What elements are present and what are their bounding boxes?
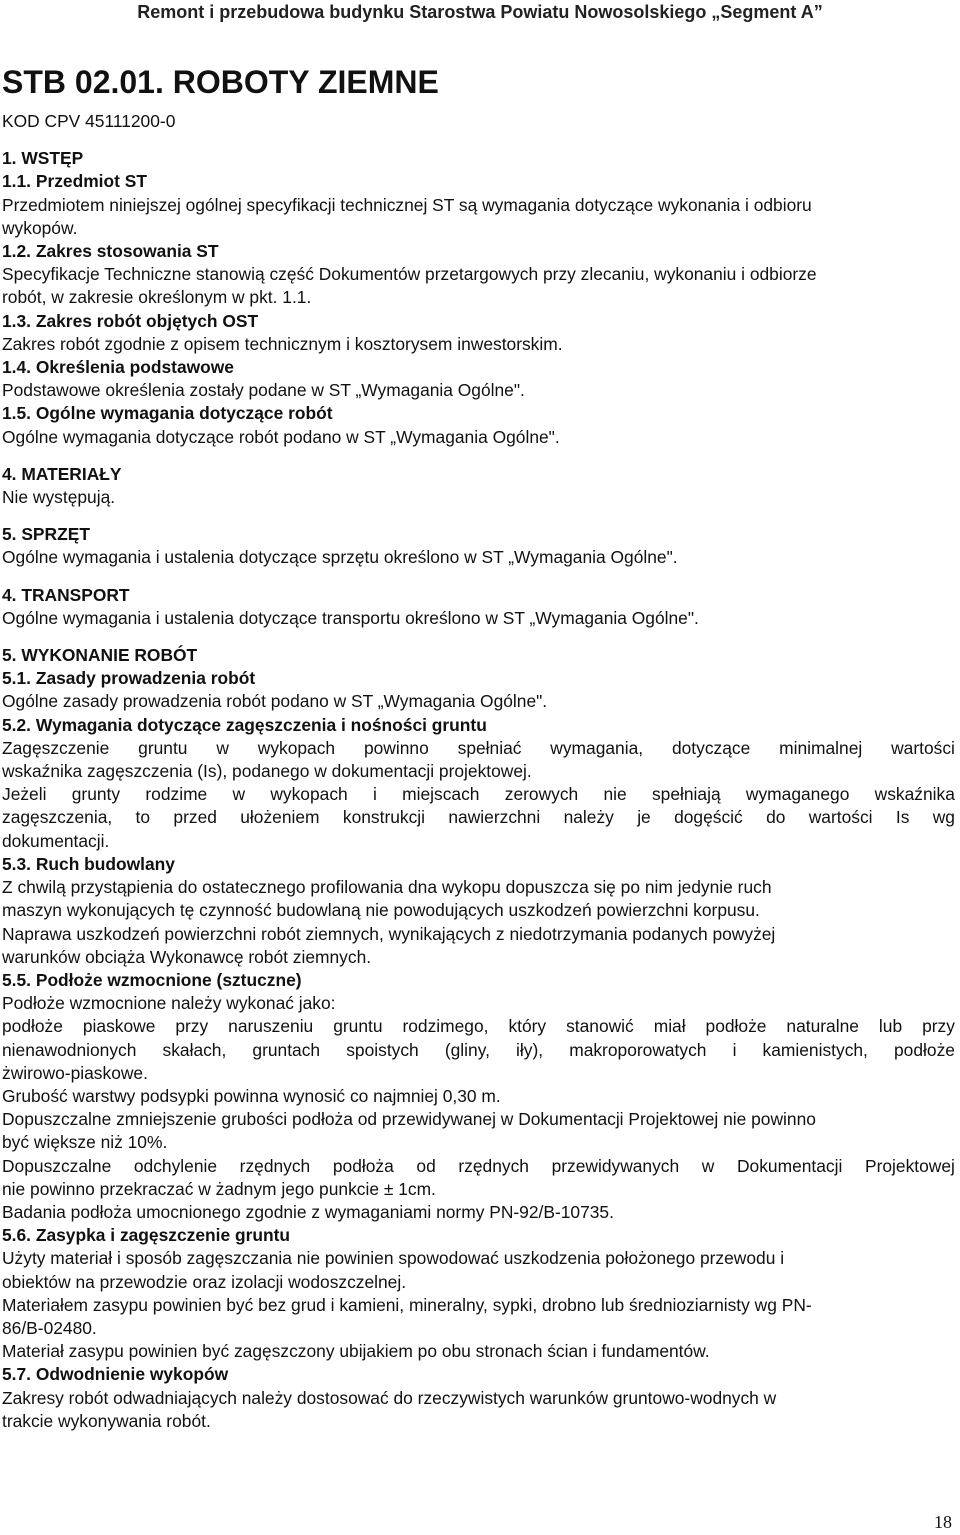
section-heading: 5.1. Zasady prowadzenia robót: [2, 668, 256, 689]
body-text-line: nie powinno przekraczać w żadnym jego punkcie ± 1cm.: [2, 1178, 436, 1199]
section-heading: 1.4. Określenia podstawowe: [2, 357, 234, 378]
body-text-line: wykopów.: [2, 217, 78, 238]
document-body: [2, 110, 955, 1433]
body-text-line: Dopuszczalne odchylenie rzędnych podłoża od rzędnych przewidywanych w Dokumentacji Projektowej: [2, 1155, 955, 1176]
document-title: STB 02.01. ROBOTY ZIEMNE: [2, 64, 439, 100]
body-text-line: Naprawa uszkodzeń powierzchni robót ziemnych, wynikających z niedotrzymania podanych powyżej: [2, 923, 776, 944]
body-text-line: Zakres robót zgodnie z opisem technicznym i kosztorysem inwestorskim.: [2, 333, 563, 354]
body-text-line: Zagęszczenie gruntu w wykopach powinno spełniać wymagania, dotyczące minimalnej wartości: [2, 737, 955, 758]
section-heading: 1.2. Zakres stosowania ST: [2, 241, 219, 262]
body-text-line: KOD CPV 45111200-0: [2, 111, 176, 131]
body-text-line: 86/B-02480.: [2, 1317, 97, 1338]
section-heading: 5.2. Wymagania dotyczące zagęszczenia i nośności gruntu: [2, 714, 487, 735]
body-text-line: Z chwilą przystąpienia do ostatecznego profilowania dna wykopu dopuszcza się po nim jedynie ruch: [2, 877, 772, 898]
body-text-line: Grubość warstwy podsypki powinna wynosić co najmniej 0,30 m.: [2, 1085, 501, 1106]
page-number: 18: [934, 1512, 952, 1532]
body-text-line: Ogólne wymagania i ustalenia dotyczące transportu określono w ST „Wymagania Ogólne".: [2, 607, 699, 628]
section-heading: 5. WYKONANIE ROBÓT: [2, 645, 198, 666]
section-heading: 5.7. Odwodnienie wykopów: [2, 1364, 229, 1385]
section-heading: 1.5. Ogólne wymagania dotyczące robót: [2, 403, 333, 424]
body-text-line: Użyty materiał i sposób zagęszczania nie powinien spowodować uszkodzenia położonego przewodu i: [2, 1248, 785, 1269]
body-text-line: Specyfikacje Techniczne stanowią część Dokumentów przetargowych przy zlecaniu, wykonaniu i odbiorze: [2, 264, 817, 285]
body-text-line: Przedmiotem niniejszej ogólnej specyfikacji technicznej ST są wymagania dotyczące wykonania i odbioru: [2, 194, 812, 215]
body-text-line: Ogólne zasady prowadzenia robót podano w ST „Wymagania Ogólne".: [2, 691, 548, 712]
body-text-line: Nie występują.: [2, 487, 116, 508]
body-text-line: być większe niż 10%.: [2, 1132, 168, 1153]
section-heading: 1.1. Przedmiot ST: [2, 171, 147, 192]
section-heading: 1.3. Zakres robót objętych OST: [2, 310, 259, 331]
section-heading: 5.5. Podłoże wzmocnione (sztuczne): [2, 969, 302, 990]
paragraph-spacer: [2, 630, 955, 644]
section-heading: 5.3. Ruch budowlany: [2, 853, 175, 874]
section-heading: 4. MATERIAŁY: [2, 463, 122, 484]
section-heading: 5. SPRZĘT: [2, 524, 90, 545]
paragraph-spacer: [2, 509, 955, 523]
body-text-line: trakcie wykonywania robót.: [2, 1410, 211, 1431]
body-text-line: Ogólne wymagania dotyczące robót podano w ST „Wymagania Ogólne".: [2, 426, 560, 447]
body-text-line: maszyn wykonujących tę czynność budowlaną nie powodujących uszkodzeń powierzchni korpusu.: [2, 900, 760, 921]
body-text-line: obiektów na przewodzie oraz izolacji wodoszczelnej.: [2, 1271, 407, 1292]
running-header: Remont i przebudowa budynku Starostwa Powiatu Nowosolskiego „Segment A”: [137, 2, 823, 22]
section-heading: 1. WSTĘP: [2, 148, 84, 169]
section-heading: 4. TRANSPORT: [2, 584, 130, 605]
body-text-line: Badania podłoża umocnionego zgodnie z wymaganiami normy PN-92/B-10735.: [2, 1201, 614, 1222]
body-text-line: wskaźnika zagęszczenia (Is), podanego w dokumentacji projektowej.: [2, 761, 532, 782]
body-text-line: zagęszczenia, to przed ułożeniem konstrukcji nawierzchni należy je dogęścić do wartości Is wg: [2, 807, 955, 828]
body-text-line: Materiałem zasypu powinien być bez grud i kamieni, mineralny, sypki, drobno lub średnioziarnisty wg PN-: [2, 1294, 812, 1315]
body-text-line: podłoże piaskowe przy naruszeniu gruntu rodzimego, który stanowić miał podłoże naturalne lub przy: [2, 1016, 955, 1037]
body-text-line: Ogólne wymagania i ustalenia dotyczące sprzętu określono w ST „Wymagania Ogólne".: [2, 547, 678, 568]
body-text-line: Materiał zasypu powinien być zagęszczony ubijakiem po obu stronach ścian i fundamentów.: [2, 1341, 710, 1362]
section-heading: 5.6. Zasypka i zagęszczenie gruntu: [2, 1225, 291, 1246]
body-text-line: dokumentacji.: [2, 830, 110, 851]
body-text-line: Podstawowe określenia zostały podane w ST „Wymagania Ogólne".: [2, 380, 525, 401]
body-text-line: Zakresy robót odwadniających należy dostosować do rzeczywistych warunków gruntowo-wodnych w: [2, 1387, 777, 1408]
paragraph-spacer: [2, 449, 955, 463]
body-text-line: Podłoże wzmocnione należy wykonać jako:: [2, 993, 336, 1014]
body-text-line: robót, w zakresie określonym w pkt. 1.1.: [2, 287, 312, 308]
paragraph-spacer: [2, 570, 955, 584]
body-text-line: nienawodnionych skałach, gruntach spoistych (gliny, iły), makroporowatych i kamienistych, podłoże: [2, 1039, 955, 1060]
paragraph-spacer: [2, 133, 955, 147]
body-text-line: Dopuszczalne zmniejszenie grubości podłoża od przewidywanej w Dokumentacji Projektowej nie powinno: [2, 1109, 816, 1130]
body-text-line: żwirowo-piaskowe.: [2, 1062, 148, 1083]
body-text-line: warunków obciąża Wykonawcę robót ziemnych.: [2, 946, 372, 967]
body-text-line: Jeżeli grunty rodzime w wykopach i miejscach zerowych nie spełniają wymaganego wskaźnika: [2, 784, 955, 805]
